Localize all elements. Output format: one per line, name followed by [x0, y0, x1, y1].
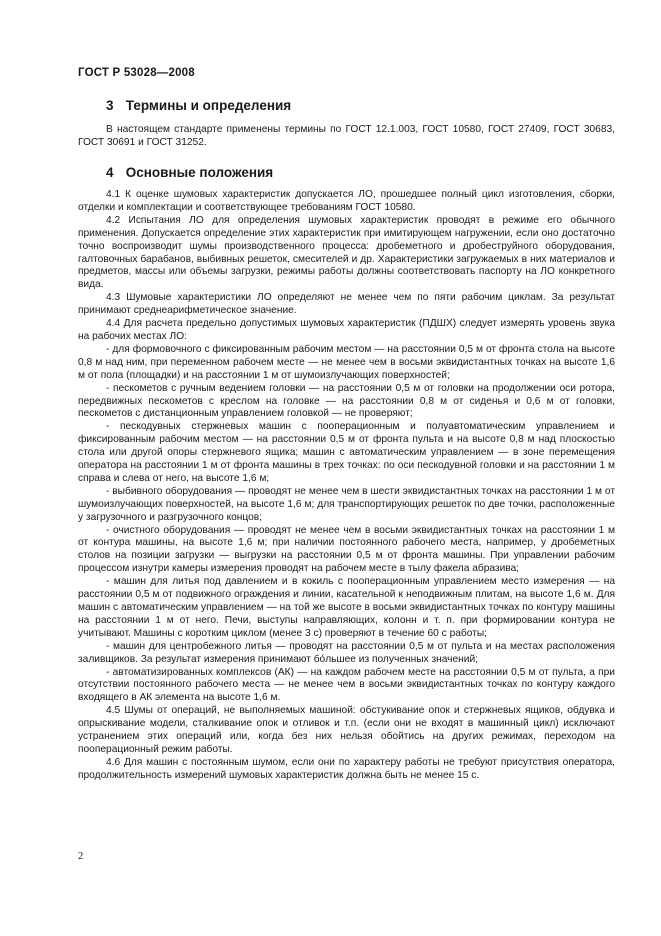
list-item-centrifugal: - машин для центробежного литья — проводят на расстоянии 0,5 м от пульта и на местах расположения заливщиков. За результат измерения принимают бо́льшее из полученных значений; [78, 640, 615, 665]
section-4-number: 4 [106, 165, 114, 180]
paragraph-4-5: 4.5 Шумы от операций, не выполняемых машиной: обстукивание опок и стержневых ящиков, обдувка и опрыскивание модели, сталкивание опок и отливок и т.п. (если они не входят в машинный цикл) исключают устранением этих операций или, когда без них нельзя обойтись на других режимах, переходом на пооперационный режим работы. [78, 705, 615, 755]
document-header-code: ГОСТ Р 53028—2008 [78, 67, 195, 79]
paragraph-4-2: 4.2 Испытания ЛО для определения шумовых характеристик проводят в режиме его обычного применения. Допускается определение этих характеристик при имитирующем нагружении, если оно достаточно точно воспроизводит шумы производственного процесса: дробеметного и дробеструйного оборудования, галтовочных барабанов, выбивных решеток, смесителей и др. Характеристики загружаемых в них материалов и предметов, массы или объемы загрузки, режимы работы должны соответствовать паспорту на ЛО конкретного вида. [78, 214, 615, 291]
section-3-title: Термины и определения [125, 98, 292, 113]
list-item-sand-slingers: - пескометов с ручным ведением головки — на расстоянии 0,5 м от головки на продолжении оси ротора, передвижных пескометов с креслом на головке — на расстоянии 0,8 м от сиденья и 0,6 м от головки, пескометов с дистанционным управлением головкой — не проверяют; [78, 382, 615, 420]
page-number: 2 [78, 851, 84, 862]
paragraph-4-3: 4.3 Шумовые характеристики ЛО определяют не менее чем по пяти рабочим циклам. За результат принимают среднеарифметическое значение. [78, 292, 615, 317]
paragraph-4-4: 4.4 Для расчета предельно допустимых шумовых характеристик (ПДШХ) следует измерять уровень звука на рабочих местах ЛО: [78, 318, 615, 342]
paragraph: В настоящем стандарте применены термины по ГОСТ 12.1.003, ГОСТ 10580, ГОСТ 27409, ГОСТ 30683, ГОСТ 30691 и ГОСТ 31252. [78, 124, 615, 148]
list-item-molding: - для формовочного с фиксированным рабочим местом — на расстоянии 0,5 м от фронта стола на высоте 0,8 м над ним, при переменном рабочем месте — не менее чем в восьми эквидистантных точках на высоте 1,6 м от пола (площадки) и на расстоянии 1 м от шумоизлучающих поверхностей; [78, 343, 615, 381]
section-4-title: Основные положения [125, 165, 274, 180]
list-item-knockout: - выбивного оборудования — проводят не менее чем в шести эквидистантных точках на расстоянии 1 м от шумоизлучающих поверхностей, на высоте 1,6 м; для транспортирующих решеток по две точки, расположенные у загрузочного и разгрузочного концов; [78, 485, 615, 523]
section-4-body [78, 189, 615, 783]
section-4-heading [106, 165, 273, 180]
list-item-core-blowers: - пескодувных стержневых машин с пооперационным и полуавтоматическим управлением и фиксированным рабочим местом — на расстоянии 0,5 м от фронта пульта и на высоте 0,8 м над плоскостью стола или другой опоры стержневого ящика; машин с автоматическим управлением — в зоне перемещения оператора на расстоянии 1 м от фронта машины в трех точках: по оси пескодувной головки и на расстоянии 1 м справа и слева от него, на высоте 1,6 м; [78, 421, 615, 484]
paragraph-4-1: 4.1 К оценке шумовых характеристик допускается ЛО, прошедшее полный цикл изготовления, сборки, отделки и комплектации и соответствующее требованиям ГОСТ 10580. [78, 189, 615, 213]
paragraph-4-6: 4.6 Для машин с постоянным шумом, если они по характеру работы не требуют присутствия оператора, продолжительность измерений шумовых характеристик должна быть не менее 15 с. [78, 756, 615, 781]
section-3-number: 3 [106, 98, 114, 113]
list-item-die-casting: - машин для литья под давлением и в кокиль с пооперационным управлением место измерения — на расстоянии 0,5 м от подвижного ограждения и линии, касательной к неподвижным плитам, на высоте 1,6 м. Для машин с автоматическим управлением — на той же высоте в восьми эквидистантных точках по контуру машины на расстоянии 1 м от него. Печи, выступы направляющих, колонн и т. п. при формировании контура не учитывают. Машины с коротким циклом (менее 3 с) проверяют в течение 60 с работы; [78, 576, 615, 639]
list-item-cleaning: - очистного оборудования — проводят не менее чем в восьми эквидистантных точках на расстоянии 1 м от контура машины, на высоте 1,6 м; при наличии постоянного рабочего места, например, у дробеметных столов на позиции загрузки — выгрузки на расстоянии 0,5 м от фронта машины. При управлении рабочим процессом изнутри камеры измерения проводят на рабочем месте в тылу факела абразива; [78, 524, 615, 575]
section-3-heading [106, 98, 291, 113]
section-3-body [78, 124, 615, 150]
list-item-automated-complexes: - автоматизированных комплексов (АК) — на каждом рабочем месте на расстоянии 0,5 м от пульта, а при отсутствии постоянного рабочего места — не менее чем в восьми эквидистантных точках по контуру каждого входящего в АК элемента на высоте 1,6 м. [78, 666, 615, 704]
